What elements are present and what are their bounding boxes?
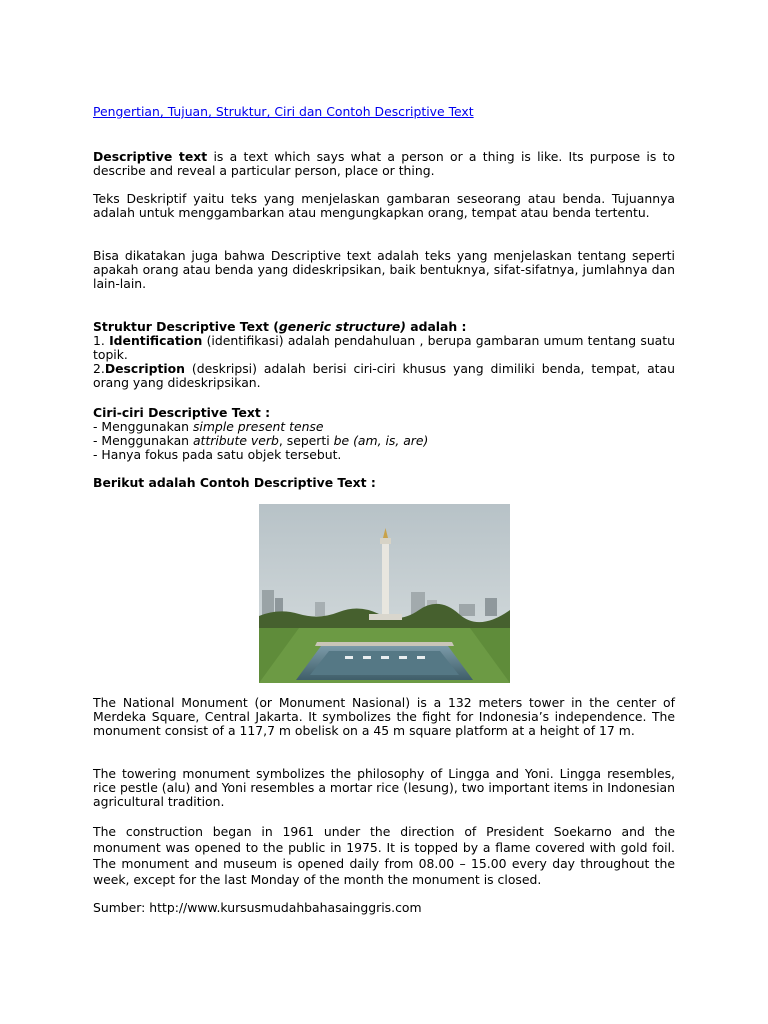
structure-heading: Struktur Descriptive Text (generic structure) adalah : <box>93 319 467 334</box>
feature-item: - Menggunakan simple present tense <box>93 419 324 434</box>
title-link[interactable]: Pengertian, Tujuan, Struktur, Ciri dan Contoh Descriptive Text <box>93 104 474 119</box>
features-section <box>93 406 675 462</box>
feature-item: - Menggunakan attribute verb, seperti be (am, is, are) <box>93 433 429 448</box>
intro-indonesian-2: Bisa dikatakan juga bahwa Descriptive text adalah teks yang menjelaskan tentang seperti apakah orang atau benda yang dideskripsikan, baik bentuknya, sifat-sifatnya, jumlahnya dan lain-lain. <box>93 248 675 291</box>
intro-definition: is a text which says what a person or a thing is like. Its purpose is to describe and reveal a particular person, place or thing. <box>93 149 676 178</box>
example-heading: Berikut adalah Contoh Descriptive Text : <box>93 475 376 490</box>
intro-english <box>93 150 675 178</box>
structure-item-description: 2.Description (deskripsi) adalah berisi ciri-ciri khusus yang dimiliki benda, tempat, atau orang yang dideskripsikan. <box>93 361 675 390</box>
monument-illustration <box>259 504 510 683</box>
features-heading: Ciri-ciri Descriptive Text : <box>93 405 271 420</box>
example-paragraph-3: The construction began in 1961 under the direction of President Soekarno and the monument was opened to the public in 1975. It is topped by a flame covered with gold foil. The monument and museum is opened daily from 08.00 – 15.00 every day throughout the week, except for the last Monday of the month the monument is closed. <box>93 824 675 887</box>
example-paragraph-1: The National Monument (or Monument Nasional) is a 132 meters tower in the center of Merdeka Square, Central Jakarta. It symbolizes the fight for Indonesia’s independence. The monument consist of a 117,7 m obelisk on a 45 m square platform at a height of 17 m. <box>93 695 675 738</box>
example-paragraph-2: The towering monument symbolizes the philosophy of Lingga and Yoni. Lingga resembles, rice pestle (alu) and Yoni resembles a mortar rice (lesung), two important items in Indonesian agricultural tradition. <box>93 766 675 809</box>
structure-section <box>93 320 675 390</box>
source-line: Sumber: http://www.kursusmudahbahasainggris.com <box>93 900 422 915</box>
intro-term: Descriptive text <box>93 149 208 164</box>
intro-indonesian: Teks Deskriptif yaitu teks yang menjelaskan gambaran seseorang atau benda. Tujuannya adalah untuk menggambarkan atau mengungkapkan orang, tempat atau benda tertentu. <box>93 191 675 220</box>
monas-photo <box>259 504 510 683</box>
feature-item: - Hanya fokus pada satu objek tersebut. <box>93 447 342 462</box>
structure-item-identification: 1. Identification (identifikasi) adalah pendahuluan , berupa gambaran umum tentang suatu topik. <box>93 333 675 362</box>
